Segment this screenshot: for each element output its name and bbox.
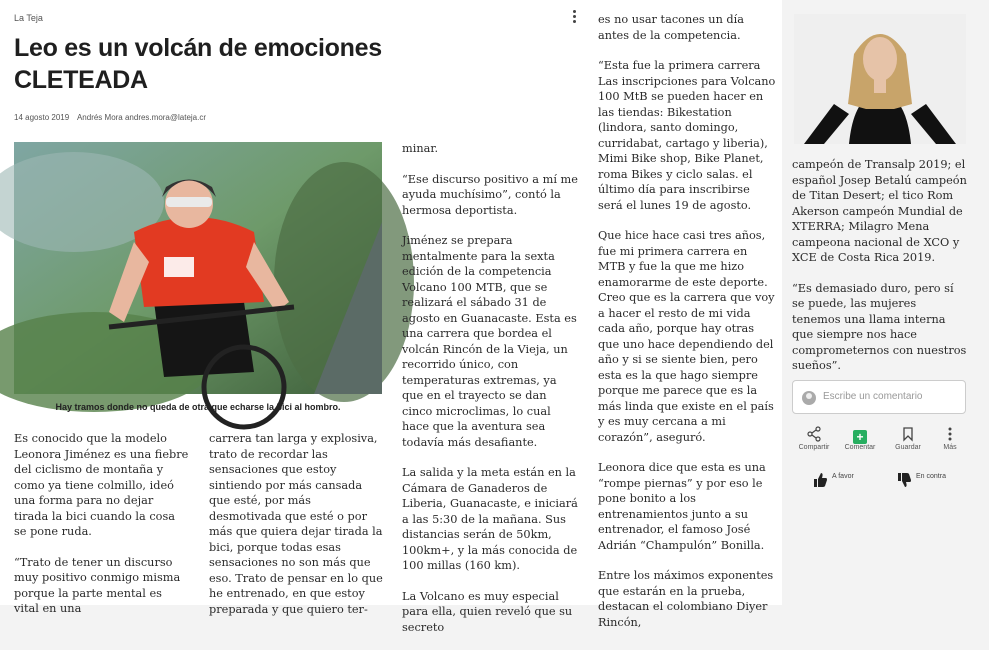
favor-label: A favor bbox=[832, 473, 854, 480]
more-label: Más bbox=[943, 444, 957, 451]
vote-contra-button[interactable] bbox=[896, 472, 946, 488]
article-column-4 bbox=[598, 12, 776, 645]
article-meta bbox=[14, 113, 212, 122]
thumbs-down-icon bbox=[896, 472, 912, 488]
vote-favor-button[interactable] bbox=[812, 472, 854, 488]
paragraph: “Ese discurso positivo a mí me ayuda muchísimo”, contó la hermosa deportista. bbox=[402, 172, 578, 217]
paragraph: Es conocido que la modelo Leonora Jiménez es una fiebre del ciclismo de montaña y como ya tiene colmillo, ideó una forma para no dejar tirada la bici cuando la cosa se pone ruda. bbox=[14, 432, 189, 538]
comment-plus-icon: + bbox=[838, 426, 882, 442]
paragraph: “Es demasiado duro, pero sí se puede, las mujeres tenemos una llama interna que siempre nos hace comprometernos con nuestros sueños”. bbox=[792, 281, 967, 372]
share-label: Compartir bbox=[798, 444, 830, 451]
paragraph: La Volcano es muy especial para ella, quien reveló que su secreto bbox=[402, 589, 573, 634]
paragraph: minar. bbox=[402, 142, 439, 155]
paragraph: Que hice hace casi tres años, fue mi primera carrera en MTB y fue la que me hizo enamorarme de este deporte. Creo que es la carrera que voy a hacer el resto de mi vida cada año, porque hay otras que uno hace dependiendo del año y si se siente bien, pero esta es la que hago siempre porque me parece que es la más linda que existe en el país y es muy cercana a mi corazón”, aseguró. bbox=[598, 229, 775, 444]
article-column-3 bbox=[402, 141, 580, 650]
contra-label: En contra bbox=[916, 473, 946, 480]
bookmark-icon bbox=[886, 426, 930, 442]
comment-placeholder: Escribe un comentario bbox=[823, 391, 923, 402]
paragraph: Leonora dice que esta es una “rompe piernas” y por eso le pone bonito a los entrenamientos junto a su entrenador, el famoso José Adrián “Champulón” Bonilla. bbox=[598, 461, 766, 552]
paragraph: carrera tan larga y explosiva, trato de recordar las sensaciones que estoy sintiendo por más cansada que esté, por más desmotivada que esté o por más que quiera dejar tirada la bici, porque todas esas sensaciones no son más que eso. Trato de pensar en lo que he entrenado, en que estoy preparada y que quiero ter- bbox=[209, 432, 383, 616]
comment-button[interactable] bbox=[838, 426, 882, 451]
article-date: 14 agosto 2019 bbox=[14, 113, 70, 122]
paragraph: campeón de Transalp 2019; el español Josep Betalú campeón de Titan Desert; el tico Rom Akerson campeón Mundial de XTERRA; Milagro Mena campeona nacional de XCO y XCE de Costa Rica 2019. bbox=[792, 158, 967, 264]
share-icon bbox=[792, 426, 836, 442]
paragraph: es no usar tacones un día antes de la competencia. bbox=[598, 13, 745, 42]
article-column-2 bbox=[209, 431, 385, 632]
article-title: Leo es un volcán de emociones CLETEADA bbox=[14, 34, 382, 94]
cyclist-photo bbox=[14, 142, 382, 394]
paragraph: “Esta fue la primera carrera Las inscripciones para Volcano 100 MtB se pueden hacer en las tiendas: Bikestation (lindora, santo domingo, curridabat, cartago y liberia), Mimi Bike shop, Bike Planet, roma Bikes y ciclo salas. el último día para inscribirse será el lunes 19 de agosto. bbox=[598, 59, 776, 212]
publication-name: La Teja bbox=[14, 13, 43, 23]
paragraph: La salida y la meta están en la Cámara de Ganaderos de Liberia, Guanacaste, e iniciará a las 5:30 de la mañana. Sus distancias serán de 50km, 100km+, y la más conocida de 100 millas (160 km). bbox=[402, 466, 578, 572]
more-button[interactable] bbox=[928, 426, 972, 451]
action-bar bbox=[792, 426, 968, 456]
article-column-1 bbox=[14, 431, 190, 632]
paragraph: “Trato de tener un discurso muy positivo conmigo misma porque la parte mental es vital en una bbox=[14, 555, 181, 615]
avatar-icon bbox=[802, 391, 816, 405]
article-author: Andrés Mora andres.mora@lateja.cr bbox=[76, 113, 207, 122]
comment-label: Comentar bbox=[844, 444, 876, 451]
more-vertical-icon bbox=[928, 426, 972, 442]
article-column-5 bbox=[792, 157, 968, 389]
paragraph: Jiménez se prepara mentalmente para la sexta edición de la competencia Volcano 100 MTB, que se realizará el sábado 31 de agosto en Guanacaste. Esta es una carrera que bordea el volcán Rincón de la Vieja, un recorrido único, con temperaturas extremas, ya que en el trayecto se dan cinco microclimas, lo cual hace que la aventura sea todavía más desafiante. bbox=[402, 234, 577, 449]
share-button[interactable] bbox=[792, 426, 836, 451]
save-label: Guardar bbox=[895, 444, 921, 451]
comment-input[interactable] bbox=[792, 380, 966, 414]
portrait-photo bbox=[794, 14, 966, 144]
more-options-icon[interactable] bbox=[569, 10, 579, 26]
photo-caption: Hay tramos donde no queda de otra que echarse la bici al hombro. bbox=[55, 402, 341, 412]
save-button[interactable] bbox=[886, 426, 930, 451]
paragraph: Entre los máximos exponentes que estarán en la prueba, destacan el colombiano Diyer Rincón, bbox=[598, 569, 774, 629]
thumbs-up-icon bbox=[812, 472, 828, 488]
